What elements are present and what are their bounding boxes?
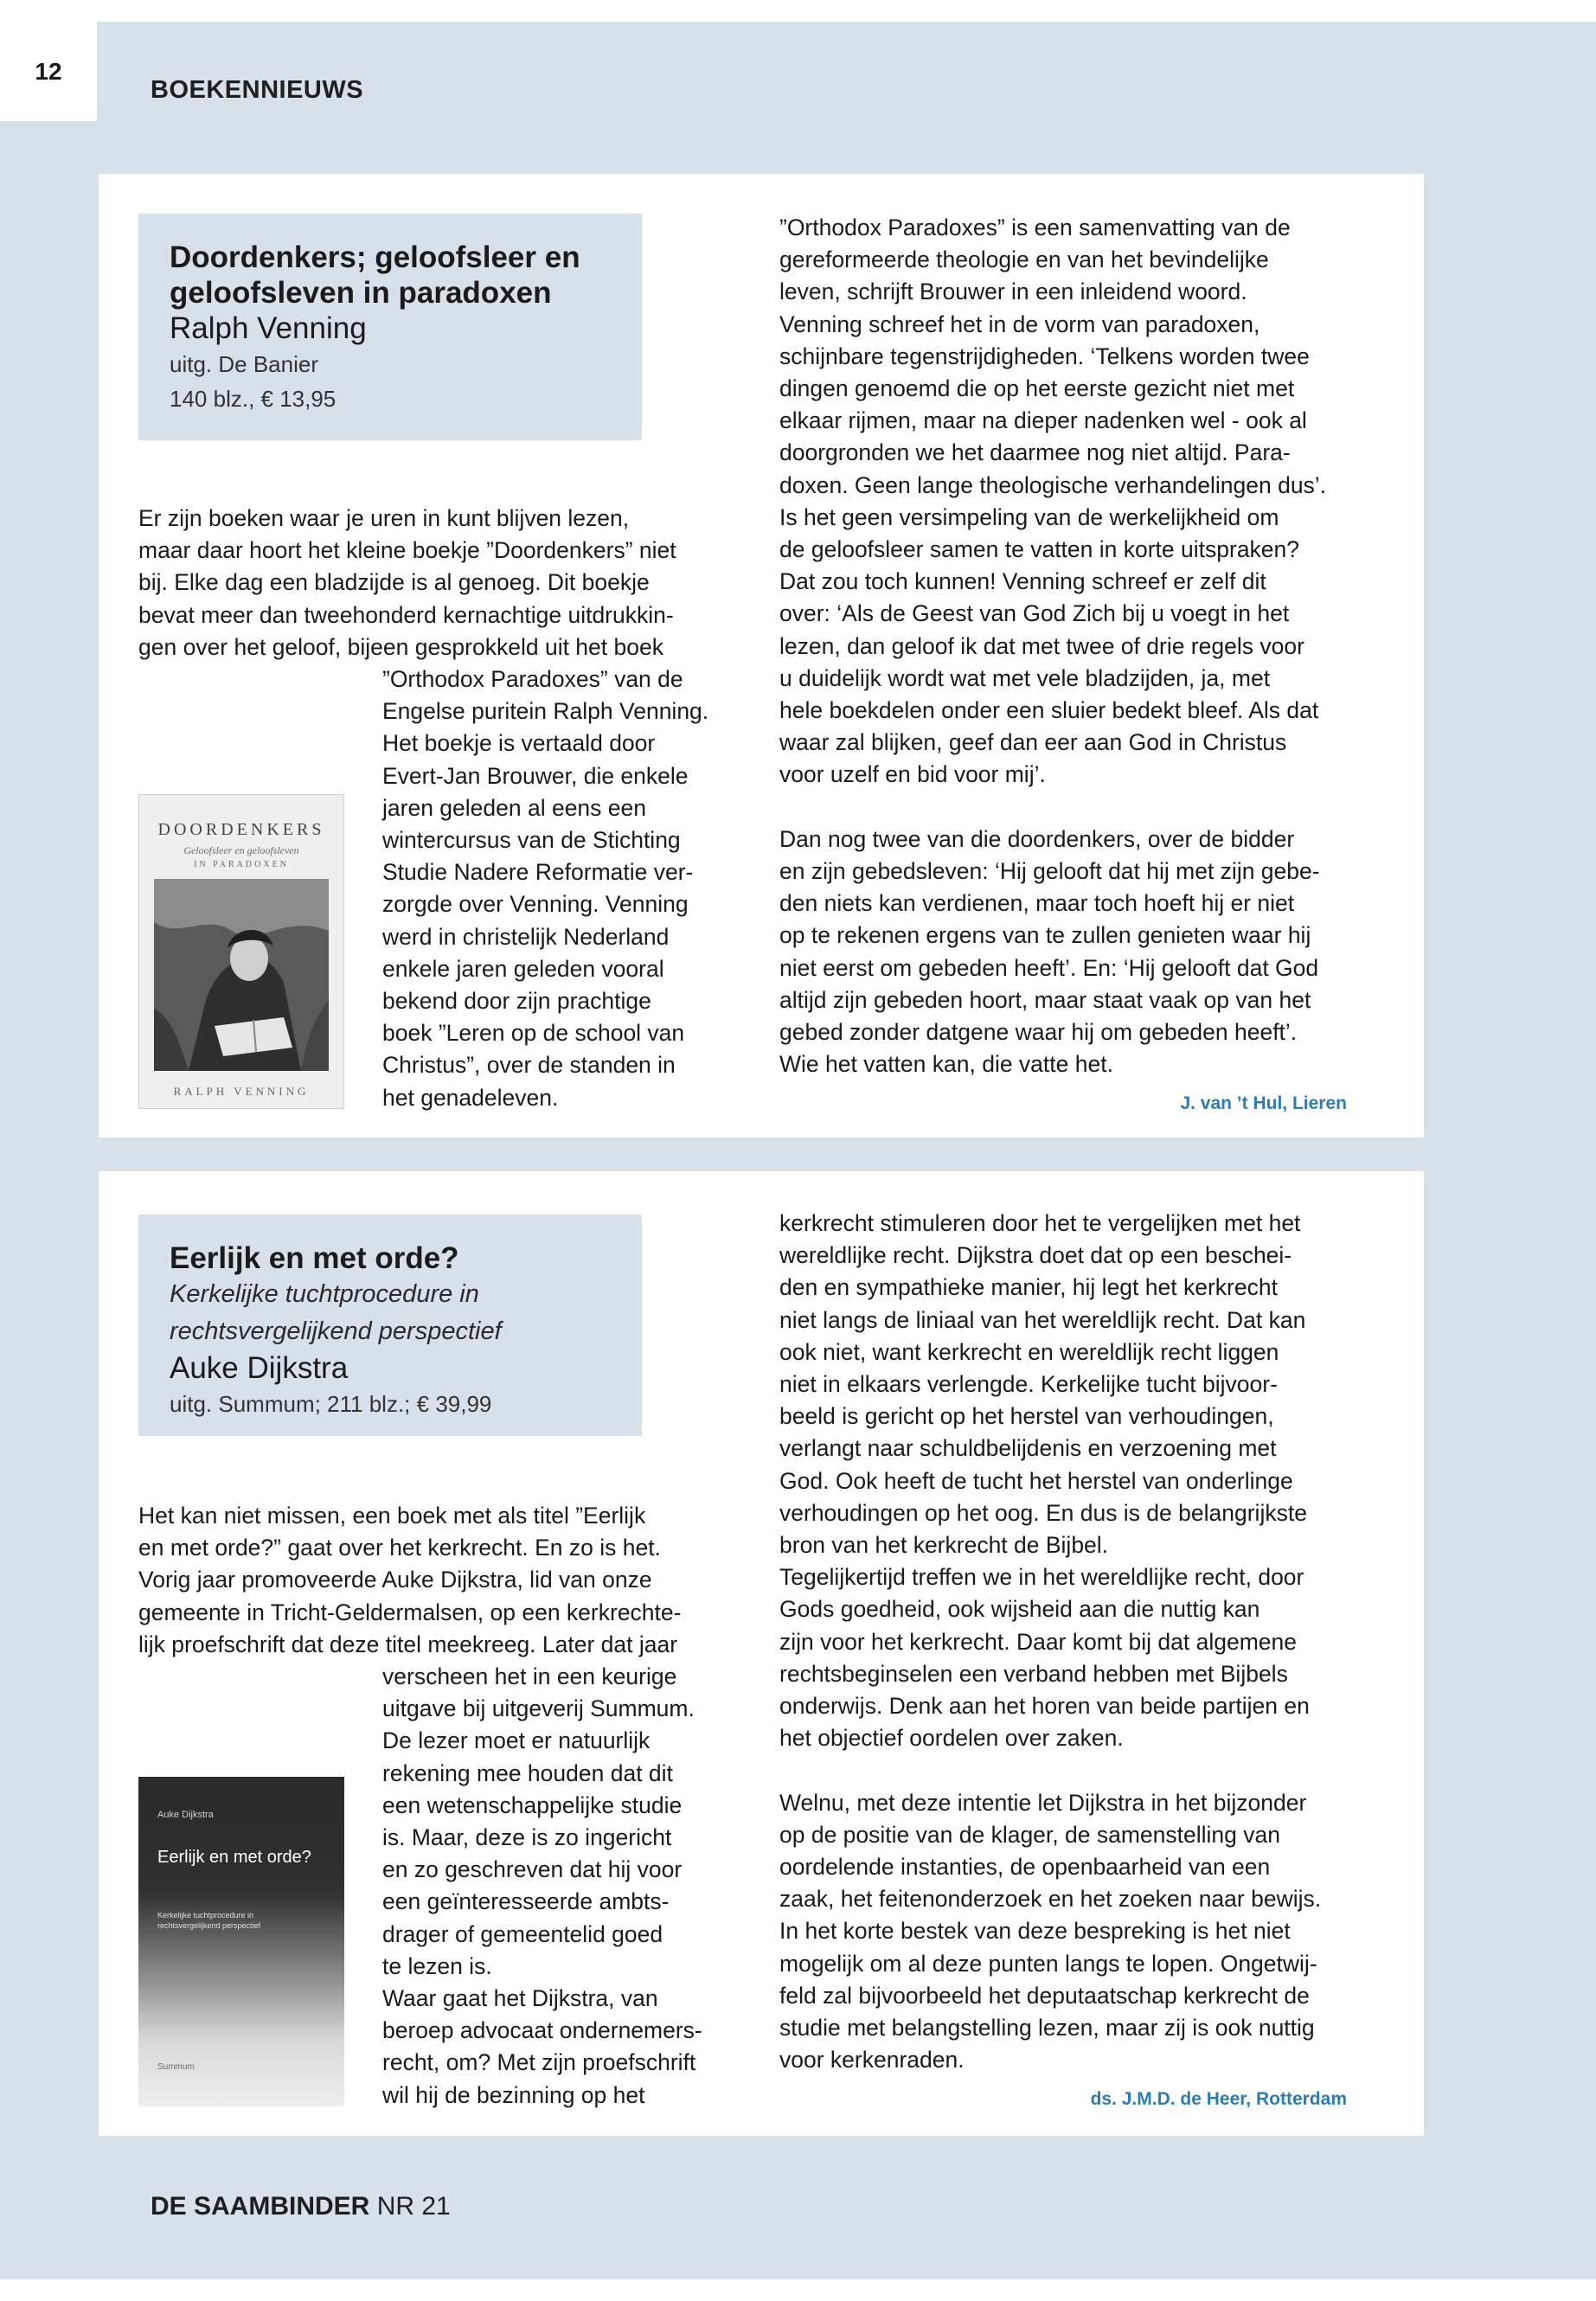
- magazine-name: DE SAAMBINDER: [151, 2192, 370, 2221]
- book-meta: uitg. Summum; 211 blz.; € 39,99: [170, 1391, 492, 1417]
- issue-number: NR 21: [376, 2192, 451, 2221]
- right-paragraph-1: ”Orthodox Paradoxes” is een samenvatting van de gereformeerde theologie en van het bevindelijke leven, schrijft Brouwer in een inleidend woord. Venning schreef het in de vorm van paradoxen, schijnbare tegenstrijdigheden. ‘Telkens worden twee dingen genoemd die op het eerste gezicht niet met elkaar rijmen, maar na dieper nadenken wel - ook al doorgronden we het daarmee nog niet altijd. Para- doxen. Geen lange theologische verhandelingen dus’. Is het geen versimpeling van de werkelijkheid om de geloofsleer samen te vatten in korte uitspraken? Dat zou toch kunnen! Venning schreef er zelf dit over: ‘Als de Geest van God Zich bij u voegt in het lezen, dan geloof ik dat met twee of drie regels voor u duidelijk wordt wat met vele bladzijden, ja, met hele boekdelen onder een sluier bedekt bleef. Als dat waar zal blijken, geef dan eer aan God in Christus voor uzelf en bid voor mij’.: [779, 215, 1327, 788]
- book-title: Eerlijk en met orde?: [170, 1241, 459, 1275]
- page-number: 12: [0, 22, 97, 121]
- book-info-box: [138, 1215, 642, 1436]
- cover-title: Eerlijk en met orde?: [157, 1848, 311, 1867]
- cover-engraving-image: [154, 879, 329, 1071]
- right-paragraph-1: kerkrecht stimuleren door het te vergelijken met het wereldlijke recht. Dijkstra doet dat op een beschei- den en sympathieke manier, hij legt het kerkrecht niet langs de liniaal van het wereldlijk recht. Dat kan ook niet, want kerkrecht en wereldlijk recht liggen niet in elkaars verlengde. Kerkelijke tucht bijvoor- beeld is gericht op het herstel van verhoudingen, verlangt naar schuldbelijdenis en verzoening met God. Ook heeft de tucht het herstel van onderlinge verhoudingen op het oog. En dus is de belangrijkste bron van het kerkrecht de Bijbel. Tegelijkertijd treffen we in het wereldlijke recht, door Gods goedheid, ook wijsheid aan die nuttig kan zijn voor het kerkrecht. Daar komt bij dat algemene rechtsbeginselen een verband hebben met Bijbels onderwijs. Denk aan het horen van beide partijen en het objectief oordelen over zaken.: [779, 1210, 1310, 1752]
- book-author: Auke Dijkstra: [170, 1351, 349, 1385]
- review-right-column: [779, 212, 1385, 1120]
- right-paragraph-2: Welnu, met deze intentie let Dijkstra in het bijzonder op de positie van de klager, de samenstelling van oordelende instanties, de openbaarheid van een zaak, het feitenonderzoek en het zoeken naar bewijs. In het korte bestek van deze bespreking is het niet mogelijk om al deze punten langs te lopen. Ongetwij- feld zal bijvoorbeeld het deputaatschap kerkrecht de studie met belangstelling lezen, maar zij is ook nuttig voor kerkenraden.: [779, 1789, 1322, 2073]
- cover-title: DOORDENKERS: [157, 820, 325, 839]
- footer: [151, 2192, 451, 2221]
- review-intro-text: Het kan niet missen, een boek met als titel ”Eerlijk en met orde?” gaat over het kerkrecht. En zo is het. Vorig jaar promoveerde Auke Dijkstra, lid van onze gemeente in Tricht-Geldermalsen, op een kerkrechte- lijk proefschrift dat deze titel meekreeg. Later dat jaar: [138, 1503, 682, 1657]
- section-title: BOEKENNIEUWS: [151, 76, 364, 104]
- review-text-beside-cover: verscheen het in een keurige uitgave bij uitgeverij Summum. De lezer moet er natuurlijk rekening mee houden dat dit een wetenschappelijke studie is. Maar, deze is zo ingericht en zo geschreven dat hij voor een geïnteresseerde ambts- drager of gemeentelid goed te lezen is. Waar gaat het Dijkstra, van beroep advocaat ondernemers- recht, om? Met zijn proefschrift wil hij de bezinning op het: [382, 1663, 702, 2108]
- reviewer-signature: J. van ’t Hul, Lieren: [1180, 1093, 1347, 1114]
- book-author: Ralph Venning: [170, 311, 367, 345]
- book-cover-eerlijk-en-met-orde: [138, 1777, 344, 2106]
- book-publisher: uitg. De Banier: [170, 351, 318, 377]
- book-title: Doordenkers; geloofsleer en geloofsleven in paradoxen: [170, 240, 580, 310]
- review-right-column: [779, 1208, 1385, 2116]
- book-price: 140 blz., € 13,95: [170, 386, 337, 412]
- right-paragraph-2: Dan nog twee van die doordenkers, over de bidder en zijn gebedsleven: ‘Hij gelooft dat hij met zijn gebe- den niets kan verdienen, maar toch hoeft hij er niet op te rekenen ergens van te zullen genieten waar hij niet eerst om gebeden heeft’. En: ‘Hij gelooft dat God altijd zijn gebeden hoort, maar staat vaak op van het gebed zonder datgene waar hij om gebeden heeft’. Wie het vatten kan, die vatte het.: [779, 825, 1320, 1078]
- cover-subtitle: Kerkelijke tuchtprocedure in rechtsvergelijkend perspectief: [157, 1911, 261, 1930]
- cover-author: RALPH VENNING: [173, 1085, 310, 1098]
- reviewer-signature: ds. J.M.D. de Heer, Rotterdam: [1090, 2089, 1347, 2110]
- review-intro-text: Er zijn boeken waar je uren in kunt blijven lezen, maar daar hoort het kleine boekje ”Doordenkers” niet bij. Elke dag een bladzijde is al genoeg. Dit boekje bevat meer dan tweehonderd kernachtige uitdrukkin- gen over het geloof, bijeen gesprokkeld uit het boek: [138, 505, 676, 660]
- review-panel-doordenkers: [99, 174, 1424, 1138]
- cover-publisher: Summum: [157, 2062, 195, 2072]
- book-info-box: [138, 214, 642, 440]
- cover-subtitle: Geloofsleer en geloofsleven: [183, 844, 299, 856]
- review-text-beside-cover: ”Orthodox Paradoxes” van de Engelse puritein Ralph Venning. Het boekje is vertaald door Evert-Jan Brouwer, die enkele jaren geleden al eens een wintercursus van de Stichting Studie Nadere Reformatie ver- zorgde over Venning. Venning werd in christelijk Nederland enkele jaren geleden vooral bekend door zijn prachtige boek ”Leren op de school van Christus”, over de standen in het genadeleven.: [382, 666, 709, 1111]
- book-cover-doordenkers: [138, 794, 344, 1109]
- book-subtitle: Kerkelijke tuchtprocedure in rechtsvergelijkend perspectief: [170, 1280, 502, 1345]
- cover-subtitle-2: IN PARADOXEN: [194, 860, 289, 869]
- cover-author: Auke Dijkstra: [157, 1810, 214, 1820]
